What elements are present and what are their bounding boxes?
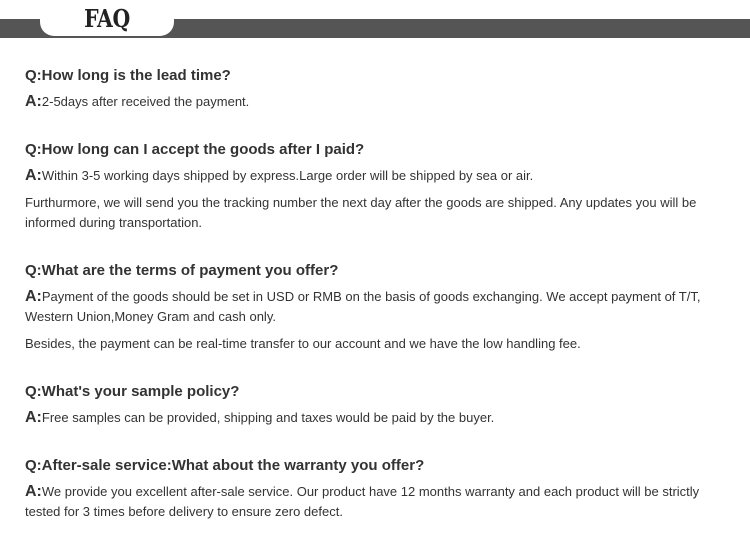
faq-item-delivery: [25, 140, 735, 233]
answer-prefix: A:: [25, 167, 42, 184]
answer-text: We provide you excellent after-sale service. Our product have 12 months warranty and each product will be strictly tested for 3 times before delivery to ensure zero defect.: [25, 484, 700, 519]
faq-answer: [25, 408, 735, 428]
page-title: FAQ: [84, 4, 130, 33]
answer-prefix: A:: [25, 288, 42, 305]
faq-question: Q:How long is the lead time?: [25, 67, 231, 84]
faq-answer: [25, 482, 735, 522]
answer-prefix: A:: [25, 93, 42, 110]
answer-text: Payment of the goods should be set in USD or RMB on the basis of goods exchanging. We accept payment of T/T, Western Union,Money Gram and cash only.: [25, 289, 701, 324]
answer-prefix: A:: [25, 483, 42, 500]
faq-question: Q:What are the terms of payment you offer?: [25, 262, 339, 279]
answer-text: Within 3-5 working days shipped by express.Large order will be shipped by sea or air.: [41, 168, 534, 183]
faq-item-sample-policy: [25, 382, 735, 428]
faq-item-payment: [25, 261, 735, 354]
faq-answer: [25, 92, 735, 112]
faq-question: Q:What's your sample policy?: [25, 383, 240, 400]
answer-prefix: A:: [25, 409, 42, 426]
answer-text: Free samples can be provided, shipping and taxes would be paid by the buyer.: [41, 410, 495, 425]
faq-question: Q:How long can I accept the goods after I paid?: [25, 141, 365, 158]
faq-item-warranty: [25, 456, 735, 522]
faq-question: Q:After-sale service:What about the warranty you offer?: [25, 457, 425, 474]
answer-text: 2-5days after received the payment.: [41, 94, 250, 109]
faq-answer: [25, 287, 735, 327]
faq-answer-extra: Furthurmore, we will send you the tracking number the next day after the goods are shipped. Any updates you will be informed during transportation.: [25, 195, 697, 230]
faq-item-lead-time: [25, 66, 735, 112]
faq-answer-extra: Besides, the payment can be real-time transfer to our account and we have the low handling fee.: [25, 336, 581, 351]
faq-list: [25, 66, 735, 550]
faq-header-tab: [40, 0, 174, 36]
faq-answer: [25, 166, 735, 186]
